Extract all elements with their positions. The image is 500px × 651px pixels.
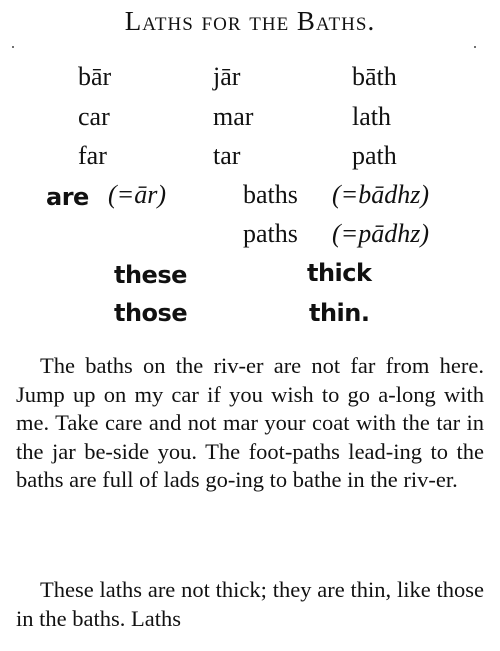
gloss-paths: (=pādhz) [332, 219, 429, 248]
print-speck [474, 46, 476, 48]
word-path: path [352, 141, 397, 170]
word-are: are [46, 183, 89, 211]
word-thick: thick [307, 259, 372, 287]
word-bath: bāth [352, 62, 397, 91]
word-these: these [114, 261, 187, 289]
word-far: far [78, 141, 107, 170]
word-tar: tar [213, 141, 241, 170]
word-baths: baths [243, 180, 298, 209]
reading-paragraph-1: The baths on the riv-er are not far from here. Jump up on my car if you wish to go a-long with me. Take care and not mar your coat with the tar in the jar be-side you. The foot-paths lead-ing to the baths are full of lads go-ing to bathe in the riv-er. [16, 353, 484, 493]
word-car: car [78, 102, 110, 131]
print-speck [12, 46, 14, 48]
word-thin: thin. [309, 299, 370, 327]
page-title: Laths for the Baths. [124, 6, 376, 36]
word-lath: lath [352, 102, 391, 131]
word-bar: bār [78, 62, 112, 91]
gloss-baths: (=bādhz) [332, 180, 429, 209]
gloss-are: (=ār) [108, 180, 166, 209]
word-those: those [114, 299, 188, 327]
reading-paragraph-2: These laths are not thick; they are thin, like those in the baths. Laths [16, 577, 484, 631]
word-jar: jār [213, 62, 241, 91]
word-mar: mar [213, 102, 254, 131]
word-paths: paths [243, 219, 298, 248]
